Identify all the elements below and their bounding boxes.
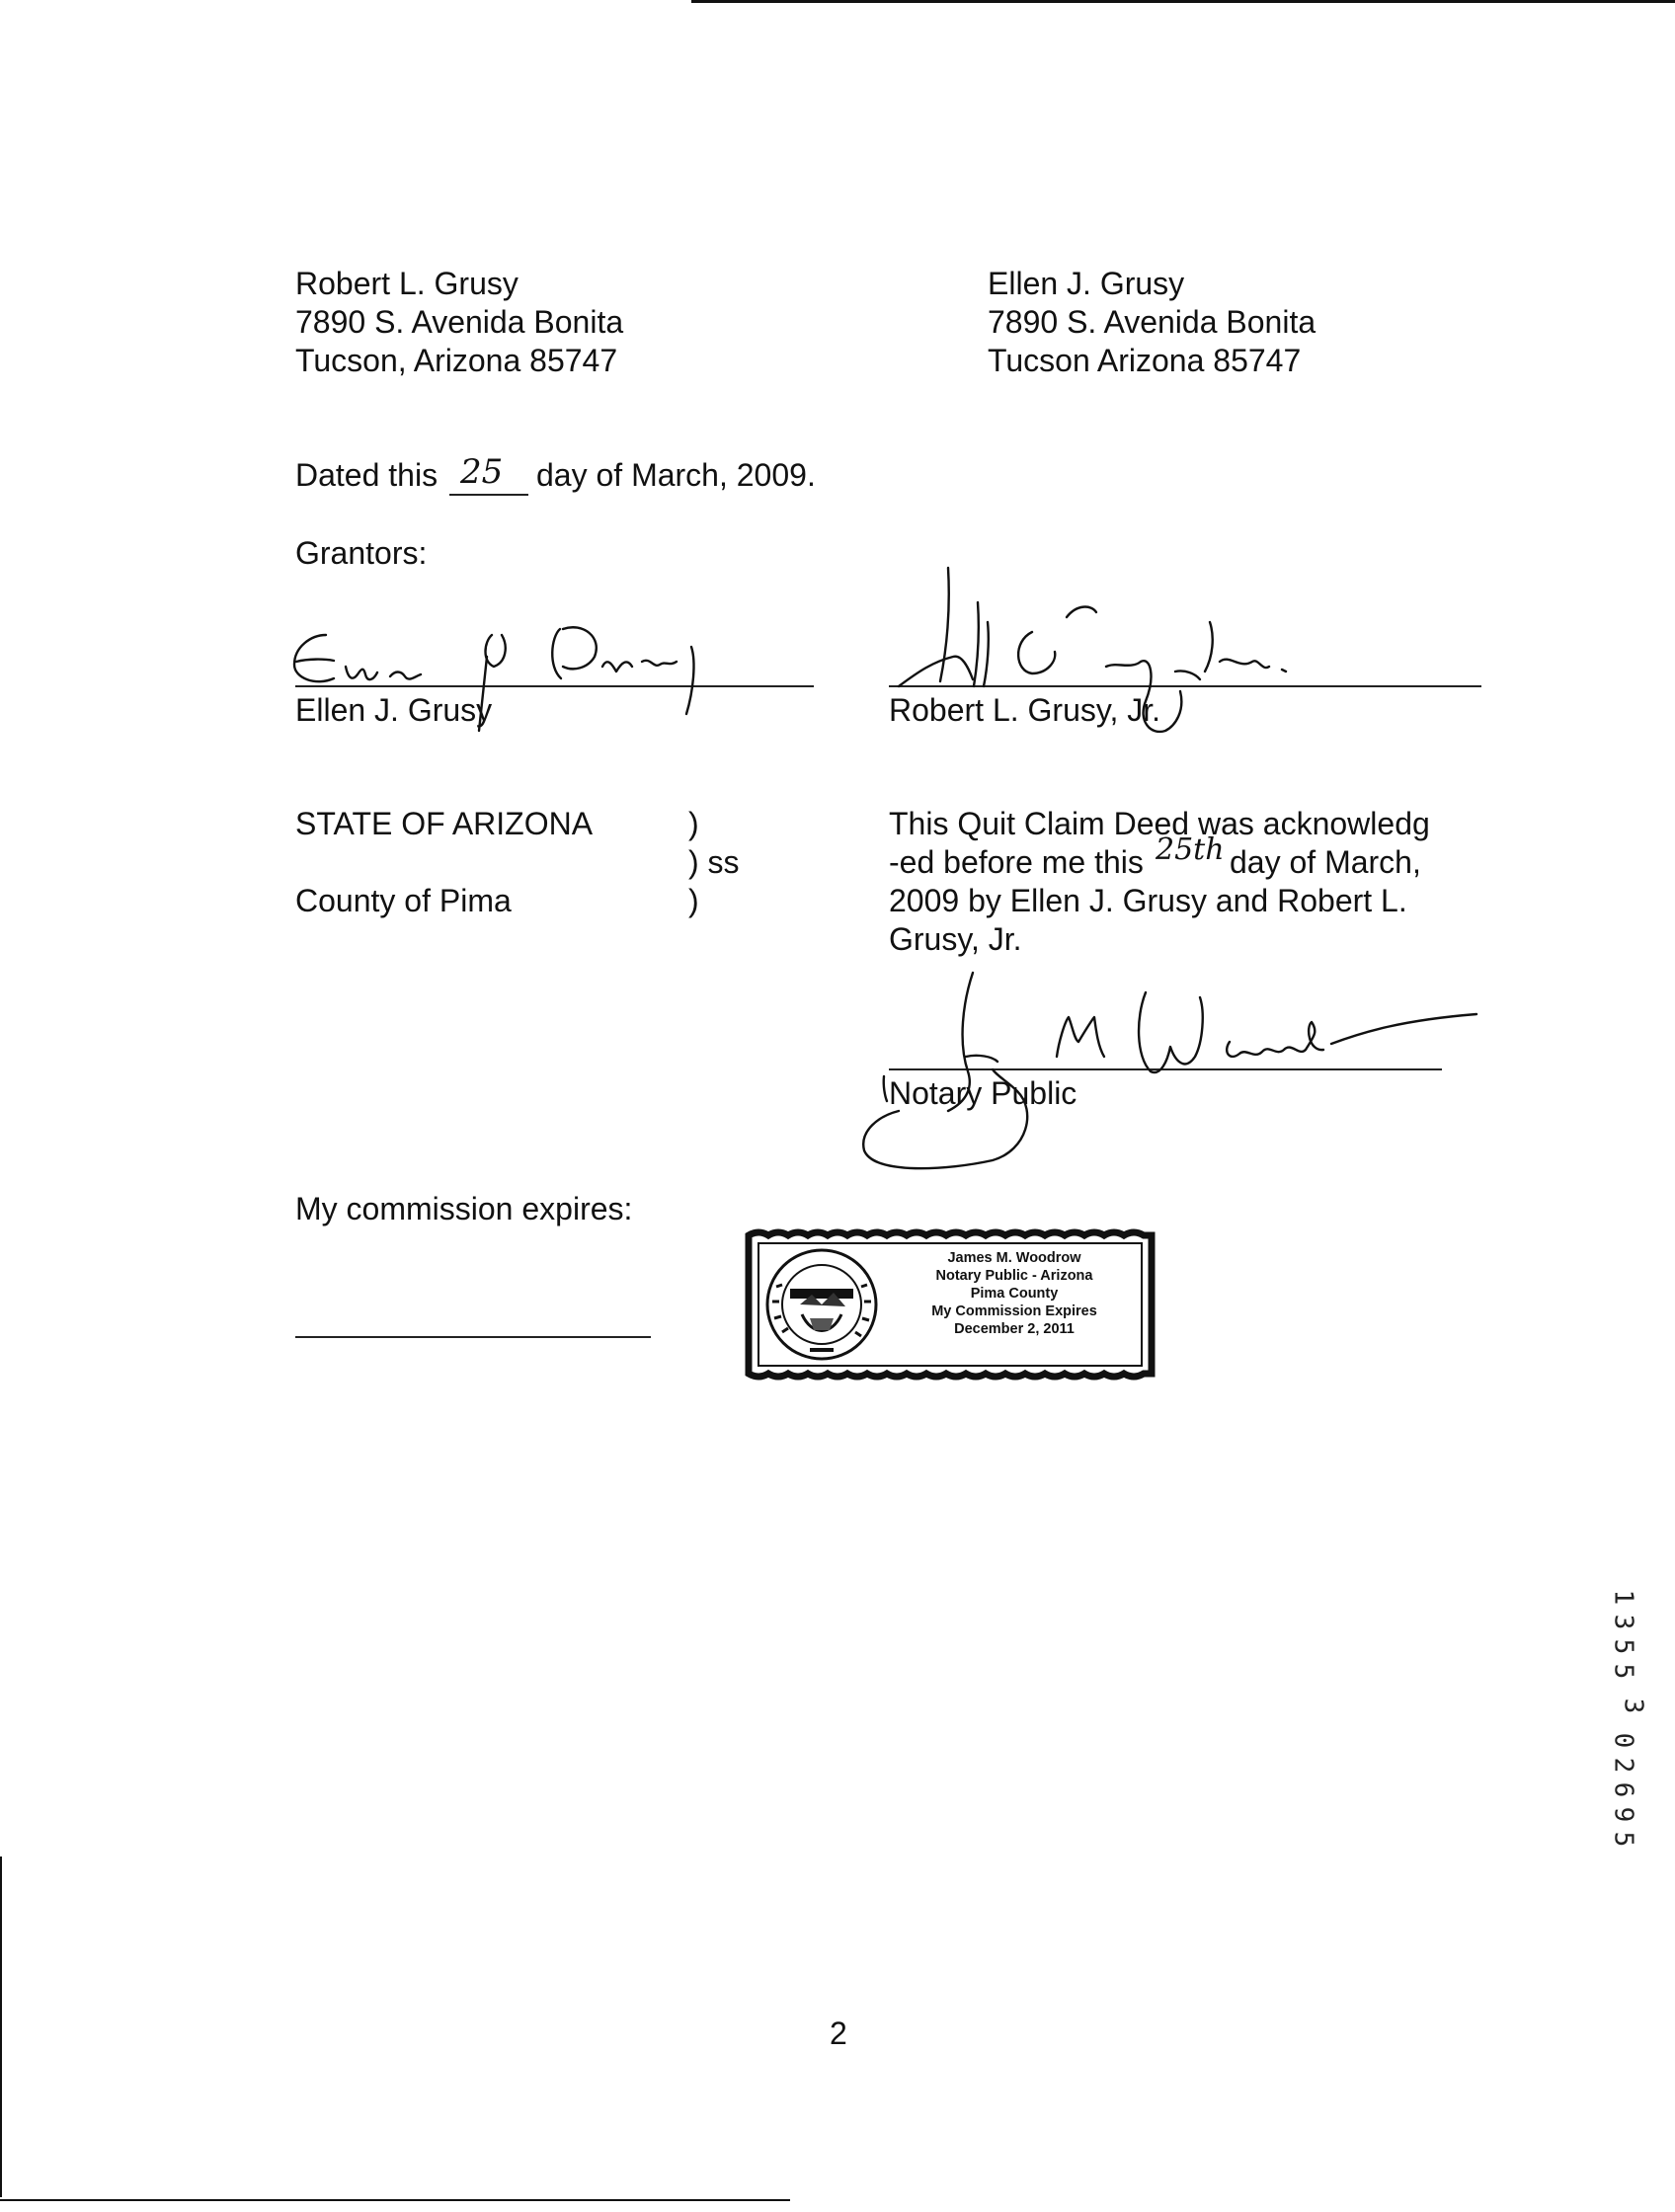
ack-line-4: Grusy, Jr. <box>889 921 1022 957</box>
dated-day-handwritten: 25 <box>460 452 504 492</box>
notary-seal-stamp <box>743 1227 1157 1381</box>
recording-number-digit: 5 <box>1608 1638 1638 1655</box>
recording-number-digit: 5 <box>1608 1663 1638 1680</box>
ack-line-3: 2009 by Ellen J. Grusy and Robert L. <box>889 883 1407 918</box>
seal-notary-name: James M. Woodrow <box>947 1250 1081 1266</box>
ack-day-handwritten: 25th <box>1156 832 1225 867</box>
seal-county: Pima County <box>970 1286 1059 1302</box>
scan-bottom-edge <box>0 2199 790 2201</box>
robert-signature <box>879 563 1383 750</box>
ack-line-2-suffix: day of March, <box>1230 844 1421 880</box>
ack-line-1: This Quit Claim Deed was acknowledg <box>889 806 1430 841</box>
venue-state: STATE OF ARIZONA <box>295 806 594 841</box>
recording-number-digit: 3 <box>1618 1698 1648 1714</box>
venue-county: County of Pima <box>295 883 512 918</box>
scan-top-edge <box>691 0 1675 3</box>
recording-number-vertical <box>1608 1585 1648 1852</box>
dated-prefix: Dated this <box>295 457 439 493</box>
seal-notary-title: Notary Public - Arizona <box>935 1268 1093 1284</box>
recording-number-digit: 2 <box>1608 1757 1638 1774</box>
page-number: 2 <box>830 2015 847 2051</box>
venue-paren-top: ) <box>688 806 699 841</box>
seal-expires-date: December 2, 2011 <box>954 1321 1075 1337</box>
venue-paren-bottom: ) <box>688 883 699 918</box>
venue-ss: ) ss <box>688 844 740 880</box>
seal-expires-label: My Commission Expires <box>931 1304 1097 1319</box>
dated-day-underline <box>449 494 528 496</box>
notary-public-label: Notary Public <box>889 1075 1077 1111</box>
recording-number-digit: 5 <box>1608 1831 1638 1848</box>
recording-number-digit: 0 <box>1608 1732 1638 1749</box>
right-address-city: Tucson Arizona 85747 <box>988 343 1302 378</box>
ellen-signature <box>286 617 731 736</box>
scan-left-edge <box>0 1856 2 2197</box>
arizona-state-seal-icon <box>767 1250 876 1359</box>
grantors-label: Grantors: <box>295 535 428 571</box>
recording-number-digit: 1 <box>1608 1589 1638 1606</box>
commission-expires-line <box>295 1336 651 1338</box>
right-address-name: Ellen J. Grusy <box>988 266 1185 301</box>
ack-line-2-prefix: -ed before me this <box>889 844 1144 880</box>
ellen-signature-label: Ellen J. Grusy <box>295 692 493 728</box>
recording-number-digit: 6 <box>1608 1781 1638 1798</box>
left-address-street: 7890 S. Avenida Bonita <box>295 304 624 340</box>
notary-signature <box>849 963 1481 1180</box>
dated-suffix: day of March, 2009. <box>536 457 816 493</box>
recording-number-digit: 9 <box>1608 1806 1638 1823</box>
left-address-name: Robert L. Grusy <box>295 266 518 301</box>
robert-signature-label: Robert L. Grusy, Jr. <box>889 692 1161 728</box>
right-address-street: 7890 S. Avenida Bonita <box>988 304 1316 340</box>
commission-expires-label: My commission expires: <box>295 1191 633 1226</box>
left-address-city: Tucson, Arizona 85747 <box>295 343 618 378</box>
recording-number-digit: 3 <box>1608 1614 1638 1630</box>
